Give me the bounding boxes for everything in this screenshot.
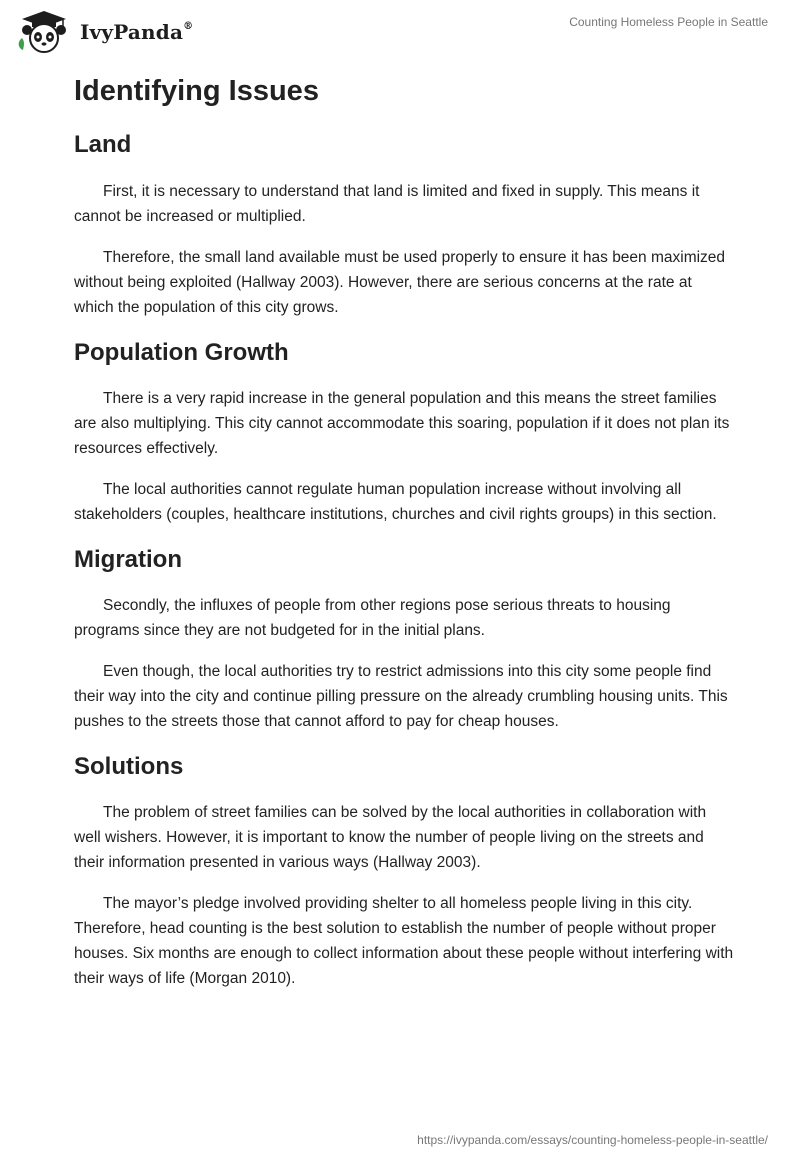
paragraph: There is a very rapid increase in the general population and this means the street families are also multiplying. This city cannot accommodate this soaring, population if it does not plan its resources effectively.: [74, 390, 730, 457]
source-url[interactable]: https://ivypanda.com/essays/counting-homeless-people-in-seattle/: [417, 1133, 768, 1147]
paragraph: Secondly, the influxes of people from other regions pose serious threats to housing programs since they are not budgeted for in the initial plans.: [74, 597, 671, 639]
document-title: Counting Homeless People in Seattle: [569, 15, 768, 29]
panda-graduate-logo-icon: [14, 8, 74, 54]
page-title: Identifying Issues: [74, 75, 319, 107]
paragraph: The mayor’s pledge involved providing shelter to all homeless people living in this city. Therefore, head counting is the best solution to establish the number of people without proper houses. Six months are enough to collect information about these people without interfering with their ways of life (Morgan 2010).: [74, 895, 734, 987]
paragraph: Even though, the local authorities try to restrict admissions into this city some people find their way into the city and continue pilling pressure on the already crumbling housing units. This pushes to the streets those that cannot afford to pay for cheap houses.: [74, 663, 728, 730]
essay-content: [74, 72, 734, 991]
section-heading-land: Land: [74, 131, 132, 158]
brand-name: IvyPanda®: [80, 20, 194, 44]
paragraph: First, it is necessary to understand that land is limited and fixed in supply. This means it cannot be increased or multiplied.: [74, 183, 700, 225]
section-heading-population-growth: Population Growth: [74, 339, 289, 366]
paragraph: The problem of street families can be solved by the local authorities in collaboration with well wishers. However, it is important to know the number of people living on the streets and their information presented in various ways (Hallway 2003).: [74, 804, 707, 871]
section-heading-solutions: Solutions: [74, 753, 184, 780]
page-header: [0, 0, 800, 64]
paragraph: The local authorities cannot regulate human population increase without involving all stakeholders (couples, healthcare institutions, churches and civil rights groups) in this section.: [74, 481, 717, 523]
section-heading-migration: Migration: [74, 546, 182, 573]
ivypanda-logo[interactable]: [14, 8, 193, 54]
paragraph: Therefore, the small land available must be used properly to ensure it has been maximized without being exploited (Hallway 2003). However, there are serious concerns at the rate at which the population of this city grows.: [74, 249, 726, 316]
